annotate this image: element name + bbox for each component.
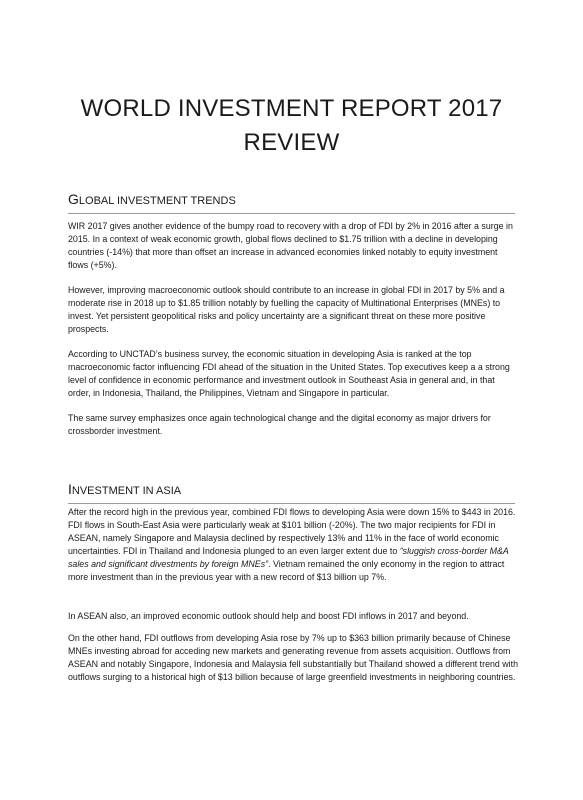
paragraph-asia-3: On the other hand, FDI outflows from developing Asia rose by 7% up to $363 billion primarily because of Chinese MNEs investing abroad for acceding new markets and generating revenue from assets acquisition. Outflows from ASEAN and notably Singapore, Indonesia and Malaysia fell substantially but Thailand showed a different trend with outflows surging to a historical high of $13 billion because of large greenfield investments in neighboring countries. (68, 633, 519, 682)
document-title (40, 92, 543, 160)
paragraph-asia-1 (68, 506, 518, 584)
section-heading-investment-in-asia (68, 480, 515, 504)
paragraph-asia-1-quote: “sluggish cross-border M&A sales and significant divestments by foreign MNEs” (68, 546, 509, 569)
section-heading-initial: G (68, 191, 79, 207)
paragraph-asia-1-text-a: After the record high in the previous year, combined FDI flows to developing Asia were down 15% to $443 in 2016. FDI flows in South-East Asia were particularly weak at $101 billion (-20%). The two major recipients for FDI in ASEAN, namely Singapore and Malaysia declined by respectively 13% and 11% in the face of world economic uncertainties. FDI in Thailand and Indonesia plunged to an even larger extent due to (68, 507, 516, 556)
paragraph-global-1: WIR 2017 gives another evidence of the bumpy road to recovery with a drop of FDI by 2% in 2016 after a surge in 2015. In a context of weak economic growth, global flows declined to $1.75 trillion with a decline in developing countries (-14%) that more than offset an increase in advanced economies linked notably to equity investment flows (+5%). (68, 221, 513, 270)
section-heading-initial: I (68, 481, 72, 497)
paragraph-global-3: According to UNCTAD’s business survey, the economic situation in developing Asia is ranked at the top macroeconomic factor influencing FDI ahead of the situation in the United States. Top executives keep a a strong level of confidence in economic performance and investment outlook in Southeast Asia in general and, in that order, in Indonesia, Thailand, the Philippines, Vietnam and Singapore in particular. (68, 349, 510, 398)
paragraph-global-2: However, improving macroeconomic outlook should contribute to an increase in global FDI in 2017 by 5% and a moderate rise in 2018 up to $1.85 trillion notably by fuelling the capacity of Multinational Enterprises (MNEs) to invest. Yet persistent geopolitical risks and policy uncertainty are a significant threat on these more positive prospects. (68, 285, 505, 334)
document-title-line1: WORLD INVESTMENT REPORT 2017 (80, 95, 503, 122)
paragraph-global-4: The same survey emphasizes once again technological change and the digital economy as major drivers for crossborder investment. (68, 413, 491, 436)
section-heading-rest: LOBAL INVESTMENT TRENDS (78, 195, 236, 207)
section-heading-rest: NVESTMENT IN ASIA (71, 485, 182, 497)
document-title-line2: REVIEW (243, 129, 340, 156)
section-heading-global-investment-trends (68, 190, 515, 214)
paragraph-asia-1-text-b: . Vietnam remained the only economy in the region to attract more investment than in the previous year with a new record of $13 billion up 7%. (68, 559, 505, 582)
paragraph-asia-2: In ASEAN also, an improved economic outlook should help and boost FDI inflows in 2017 and beyond. (68, 611, 469, 621)
